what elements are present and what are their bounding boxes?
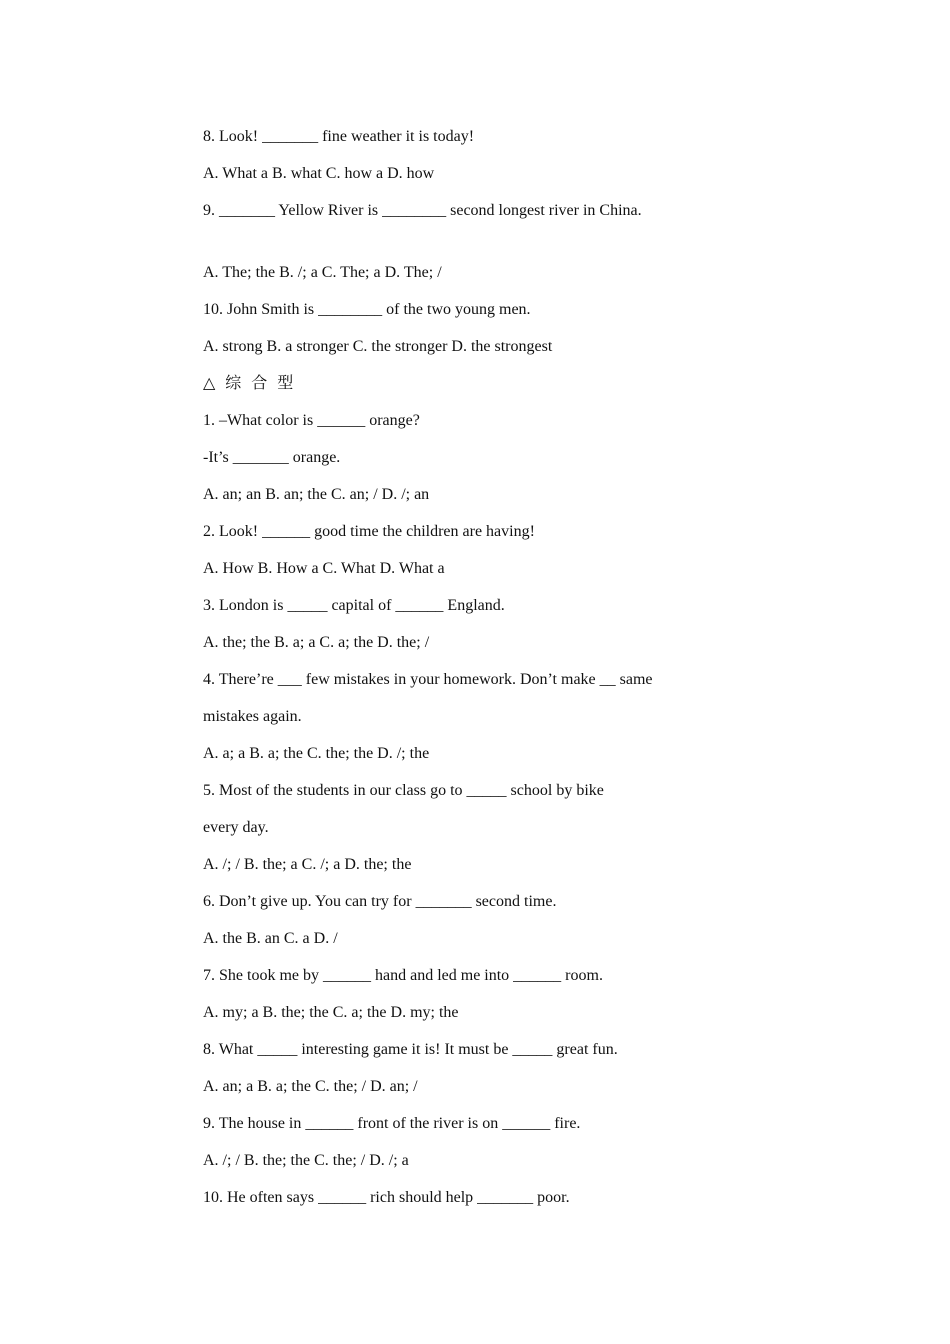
q2-options: A. How B. How a C. What D. What a <box>203 560 445 577</box>
q2-stem: 2. Look! ______ good time the children are having! <box>203 523 535 540</box>
question-10-options: A. strong B. a stronger C. the stronger D. the strongest <box>203 338 553 355</box>
q9-options: A. /; / B. the; the C. the; / D. /; a <box>203 1152 409 1169</box>
question-9-options: A. The; the B. /; a C. The; a D. The; / <box>203 264 442 281</box>
q6-options: A. the B. an C. a D. / <box>203 930 338 947</box>
q9-stem: 9. The house in ______ front of the river is on ______ fire. <box>203 1115 581 1132</box>
q4-options: A. a; a B. a; the C. the; the D. /; the <box>203 745 430 762</box>
q5-stem: 5. Most of the students in our class go to _____ school by bike <box>203 782 604 799</box>
section-title: △ 综 合 型 <box>203 375 297 392</box>
question-8-options: A. What a B. what C. how a D. how <box>203 165 435 182</box>
q8-options: A. an; a B. a; the C. the; / D. an; / <box>203 1078 418 1095</box>
q4-stem-continued: mistakes again. <box>203 708 302 725</box>
q3-options: A. the; the B. a; a C. a; the D. the; / <box>203 634 430 651</box>
q1-stem-continued: -It’s _______ orange. <box>203 449 341 466</box>
q10-stem: 10. He often says ______ rich should help _______ poor. <box>203 1189 570 1206</box>
q8-stem: 8. What _____ interesting game it is! It must be _____ great fun. <box>203 1041 618 1058</box>
q1-stem: 1. –What color is ______ orange? <box>203 412 420 429</box>
q6-stem: 6. Don’t give up. You can try for _______ second time. <box>203 893 557 910</box>
question-9-stem: 9. _______ Yellow River is ________ second longest river in China. <box>203 202 642 219</box>
q5-options: A. /; / B. the; a C. /; a D. the; the <box>203 856 412 873</box>
q5-stem-continued: every day. <box>203 819 269 836</box>
q4-stem: 4. There’re ___ few mistakes in your homework. Don’t make __ same <box>203 671 653 688</box>
question-8-stem: 8. Look! _______ fine weather it is today! <box>203 128 475 145</box>
q7-stem: 7. She took me by ______ hand and led me into ______ room. <box>203 967 603 984</box>
q3-stem: 3. London is _____ capital of ______ England. <box>203 597 505 614</box>
q1-options: A. an; an B. an; the C. an; / D. /; an <box>203 486 430 503</box>
q7-options: A. my; a B. the; the C. a; the D. my; the <box>203 1004 459 1021</box>
question-10-stem: 10. John Smith is ________ of the two young men. <box>203 301 531 318</box>
